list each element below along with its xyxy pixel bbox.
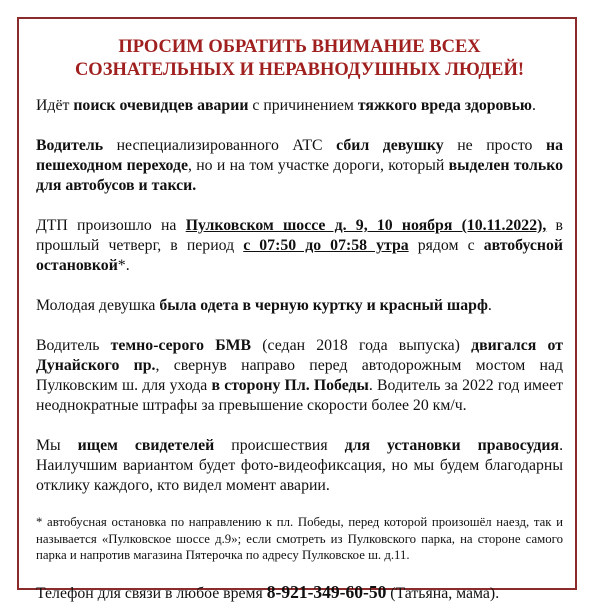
paragraph-location: [36, 216, 563, 276]
text: Водитель: [36, 337, 111, 354]
bold-text: поиск очевидцев аварии: [73, 97, 249, 114]
bold-text: в сторону Пл. Победы: [211, 377, 369, 394]
text: с причинением: [248, 97, 358, 114]
bold-text: темно-серого БМВ: [110, 337, 252, 354]
text: *.: [117, 257, 130, 274]
bold-text: тяжкого вреда здоровью: [357, 97, 533, 114]
contact-line: [36, 582, 563, 604]
location-date: Пулковском шоссе д. 9, 10 ноября (10.11.2022),: [185, 217, 547, 234]
bold-text: автобусной остановкой: [36, 237, 563, 274]
text: (седан 2018 года выпуска): [251, 337, 472, 354]
notice-title: [36, 36, 563, 82]
bold-text: ищем свидетелей: [77, 437, 215, 454]
paragraph-driver: [36, 136, 563, 196]
paragraph-victim: [36, 296, 563, 316]
text: ДТП произошло на: [36, 217, 186, 234]
text: , но и на том участке дороги, который: [187, 157, 449, 174]
text: . Наилучшим вариантом будет фото-видеофиксация, но мы будем благодарны отклику каждого, кто видел момент аварии.: [36, 437, 564, 494]
text: Идёт: [36, 97, 74, 114]
text: происшествия: [214, 437, 345, 454]
bold-text: была одета в черную куртку и красный шарф: [159, 297, 488, 314]
text: , свернув направо перед автодорожным мостом над Пулковским ш. для ухода: [36, 357, 563, 394]
text: рядом с: [408, 237, 484, 254]
bold-text: выделен только для автобусов и такси.: [36, 157, 563, 194]
paragraph-witnesses: [36, 436, 563, 496]
text: в прошлый четверг, в период: [36, 217, 563, 254]
phone-number[interactable]: 8-921-349-60-50: [266, 581, 387, 602]
text: Мы: [36, 437, 78, 454]
notice-body: [36, 36, 563, 604]
paragraph-vehicle: [36, 336, 563, 416]
title-line-1: ПРОСИМ ОБРАТИТЬ ВНИМАНИЕ ВСЕХ: [118, 37, 481, 57]
bold-text: на пешеходном переходе: [36, 137, 563, 174]
text: . Водитель за 2022 год имеет неоднократные штрафы за превышение скорости более 20 км/ч.: [36, 377, 563, 414]
bold-text: сбил девушку: [336, 137, 444, 154]
bold-text: двигался от Дунайского пр.: [36, 337, 563, 374]
text: неспециализированного АТС: [103, 137, 337, 154]
title-line-2: СОЗНАТЕЛЬНЫХ И НЕРАВНОДУШНЫХ ЛЮДЕЙ!: [74, 60, 525, 80]
bold-text: для установки правосудия: [344, 437, 560, 454]
text: не просто: [443, 137, 546, 154]
footnote: * автобусная остановка по направлению к пл. Победы, перед которой произошёл наезд, так и называется «Пулковское шоссе д.9»; если смотреть из Пулковского парка, на стороне самого парка и напротив магазина Пятерочка по адресу Пулковское ш. д.11.: [36, 515, 563, 562]
text: Молодая девушка: [36, 297, 160, 314]
text: (Татьяна, мама).: [386, 584, 500, 602]
text: Телефон для связи в любое время: [36, 584, 267, 602]
text: .: [487, 297, 492, 314]
time-range: с 07:50 до 07:58 утра: [243, 237, 409, 254]
bold-text: Водитель: [36, 137, 104, 154]
text: .: [532, 97, 536, 114]
paragraph-search: [36, 96, 563, 116]
